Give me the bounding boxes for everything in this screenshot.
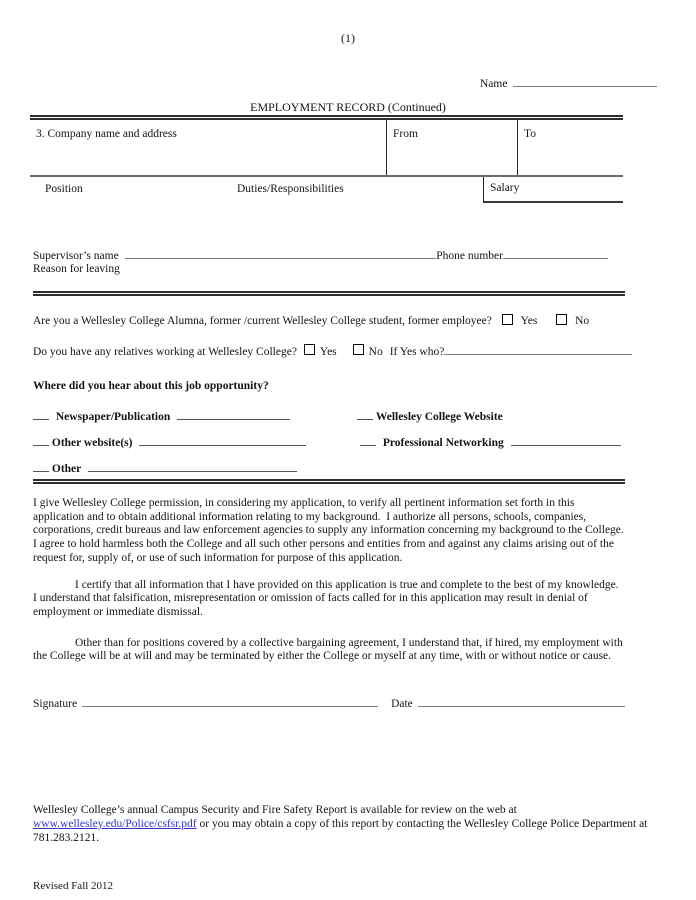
date-label: Date bbox=[391, 698, 413, 710]
relatives-yes-checkbox[interactable] bbox=[304, 344, 315, 355]
referral-heading: Where did you hear about this job opportunity? bbox=[33, 380, 269, 392]
networking-check-line[interactable] bbox=[360, 432, 376, 446]
referral-row-1 bbox=[33, 406, 625, 423]
revised-label: Revised Fall 2012 bbox=[33, 880, 114, 892]
from-label: From bbox=[393, 128, 418, 140]
reason-for-leaving-label: Reason for leaving bbox=[33, 263, 120, 275]
security-report-note bbox=[33, 803, 659, 846]
company-name-address-label: 3. Company name and address bbox=[36, 128, 177, 140]
referral-row-3 bbox=[33, 458, 297, 475]
if-yes-line[interactable] bbox=[444, 341, 632, 355]
from-cell[interactable] bbox=[386, 120, 517, 175]
phone-number-label: Phone number bbox=[436, 250, 503, 262]
newspaper-input-line[interactable] bbox=[177, 406, 290, 420]
other-websites-label: Other website(s) bbox=[51, 437, 133, 449]
relatives-question: Do you have any relatives working at Wellesley College? bbox=[33, 346, 297, 358]
college-website-check-line[interactable] bbox=[357, 406, 373, 420]
relatives-no-label: No bbox=[368, 346, 383, 358]
section-title: EMPLOYMENT RECORD (Continued) bbox=[250, 100, 446, 114]
alumna-question-row bbox=[33, 314, 673, 327]
networking-input-line[interactable] bbox=[511, 432, 621, 446]
company-name-address-cell[interactable] bbox=[30, 120, 386, 175]
signature-line[interactable] bbox=[82, 693, 378, 707]
networking-label: Professional Networking bbox=[382, 437, 504, 449]
legal-paragraph-at-will: Other than for positions covered by a collective bargaining agreement, I understand that, if hired, my employment with the College will be at will and may be terminated by either the College or myself at any time, with or without notice or cause. bbox=[33, 636, 626, 663]
other-websites-check-line[interactable] bbox=[33, 432, 49, 446]
security-report-text-after: or you may obtain a copy of this report by contacting the Wellesley College Police Department at 781.283.2121. bbox=[33, 818, 648, 845]
supervisor-name-line[interactable] bbox=[125, 245, 437, 259]
other-check-line[interactable] bbox=[33, 458, 49, 472]
relatives-question-row bbox=[33, 341, 632, 358]
name-label: Name bbox=[480, 78, 508, 90]
alumna-yes-checkbox[interactable] bbox=[502, 314, 513, 325]
salary-label: Salary bbox=[490, 182, 520, 194]
section-divider-1 bbox=[33, 291, 625, 296]
to-label: To bbox=[524, 128, 536, 140]
legal-section bbox=[33, 497, 630, 664]
referral-row-2 bbox=[33, 432, 625, 449]
phone-number-line[interactable] bbox=[503, 245, 608, 259]
table-row-position bbox=[30, 177, 623, 203]
security-report-link[interactable]: www.wellesley.edu/Police/csfsr.pdf bbox=[33, 818, 197, 831]
alumna-no-checkbox[interactable] bbox=[556, 314, 567, 325]
college-website-label: Wellesley College Website bbox=[375, 411, 503, 423]
name-row bbox=[480, 73, 657, 90]
signature-label: Signature bbox=[33, 698, 78, 710]
supervisor-name-label: Supervisor’s name bbox=[33, 250, 119, 262]
page-number: (1) bbox=[341, 31, 355, 45]
alumna-no-label: No bbox=[575, 315, 590, 327]
legal-paragraph-certify: I certify that all information that I have provided on this application is true and complete to the best of my knowledge. I understand that falsification, misrepresentation or omission of facts called for in this application may result in denial of employment or immediate dismissal. bbox=[33, 578, 625, 618]
relatives-yes-label: Yes bbox=[319, 346, 337, 358]
other-websites-input-line[interactable] bbox=[139, 432, 306, 446]
newspaper-label: Newspaper/Publication bbox=[55, 411, 171, 423]
newspaper-check-line[interactable] bbox=[33, 406, 49, 420]
to-cell[interactable] bbox=[517, 120, 623, 175]
alumna-question: Are you a Wellesley College Alumna, former /current Wellesley College student, former employee? bbox=[33, 315, 492, 327]
table-row-company bbox=[30, 120, 623, 177]
section-divider-2 bbox=[33, 479, 625, 484]
position-duties-cell[interactable] bbox=[30, 177, 483, 203]
alumna-yes-label: Yes bbox=[520, 315, 538, 327]
relatives-no-checkbox[interactable] bbox=[353, 344, 364, 355]
name-input-line[interactable] bbox=[513, 73, 657, 87]
position-label: Position bbox=[45, 183, 83, 195]
duties-label: Duties/Responsibilities bbox=[237, 183, 344, 195]
security-report-text-before: Wellesley College’s annual Campus Security and Fire Safety Report is available for review on the web at bbox=[33, 804, 517, 816]
date-line[interactable] bbox=[418, 693, 625, 707]
legal-paragraph-permission: I give Wellesley College permission, in considering my application, to verify all pertinent information set forth in this application and to obtain additional information relating to my background. I authorize all persons, schools, companies, corporations, credit bureaus and law enforcement agencies to supply any information concerning my background to the College. I agree to hold harmless both the College and all such other persons and entities from and against any claims arising out of the request for, supply of, or use of such information for purpose of this application. bbox=[33, 497, 630, 564]
employment-record-table bbox=[30, 115, 623, 203]
signature-row bbox=[33, 693, 625, 710]
supervisor-block bbox=[33, 245, 608, 275]
other-input-line[interactable] bbox=[88, 458, 297, 472]
other-label: Other bbox=[51, 463, 82, 475]
salary-cell[interactable] bbox=[483, 177, 623, 203]
if-yes-label: If Yes who? bbox=[389, 346, 445, 358]
